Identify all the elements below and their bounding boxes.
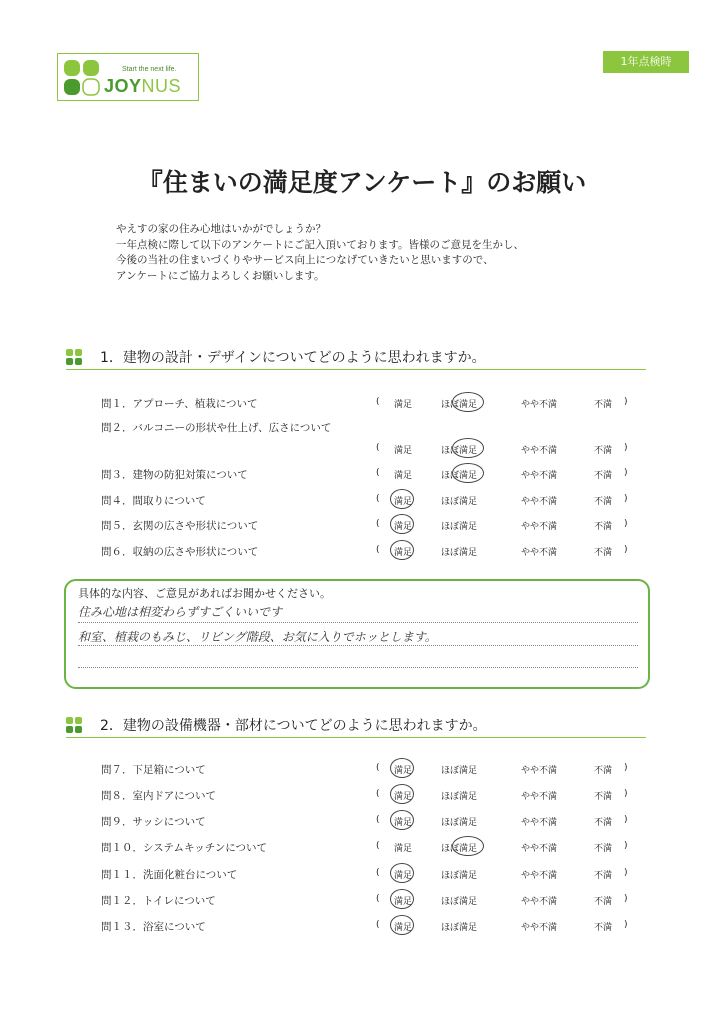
answer-option[interactable]: 不満 <box>594 548 613 558</box>
paren-open: ( <box>376 815 380 825</box>
handwritten-circle-mark <box>390 889 414 909</box>
answer-option[interactable]: 不満 <box>594 818 613 828</box>
question-label: 問８．室内ドアについて <box>101 790 216 802</box>
answer-option[interactable]: ほぼ満足 <box>441 400 478 410</box>
question-label: 問１１．洗面化粧台について <box>101 869 238 881</box>
question-label: 問９．サッシについて <box>101 816 206 828</box>
intro-text <box>116 222 524 284</box>
handwritten-circle-mark <box>390 810 414 830</box>
logo-tagline: Start the next life. <box>122 66 177 73</box>
paren-close: ) <box>624 763 628 773</box>
question-row <box>0 840 724 856</box>
paren-close: ) <box>624 815 628 825</box>
answer-option[interactable]: 満足 <box>394 844 413 854</box>
comment-line-divider <box>78 645 638 646</box>
handwritten-circle-mark <box>452 463 484 483</box>
answer-option[interactable]: やや不満 <box>521 923 558 933</box>
paren-close: ) <box>624 789 628 799</box>
answer-option[interactable]: 満足 <box>394 497 413 507</box>
question-row <box>0 893 724 909</box>
paren-close: ) <box>624 397 628 407</box>
clover-logo-icon <box>64 60 100 96</box>
answer-option[interactable]: やや不満 <box>521 897 558 907</box>
logo-brand-main: JOY <box>104 76 142 96</box>
paren-close: ) <box>624 468 628 478</box>
answer-option[interactable]: 満足 <box>394 400 413 410</box>
paren-close: ) <box>624 443 628 453</box>
answer-option[interactable]: やや不満 <box>521 522 558 532</box>
comment-line-divider <box>78 622 638 623</box>
inspection-badge: 1年点検時 <box>603 51 689 73</box>
paren-open: ( <box>376 519 380 529</box>
question-label: 問２．バルコニーの形状や仕上げ、広さについて <box>101 422 332 434</box>
answer-option[interactable]: ほぼ満足 <box>441 766 478 776</box>
answer-option[interactable]: 満足 <box>394 446 413 456</box>
handwritten-circle-mark <box>390 540 414 560</box>
answer-option[interactable]: ほぼ満足 <box>441 844 478 854</box>
answer-option[interactable]: 不満 <box>594 844 613 854</box>
paren-open: ( <box>376 868 380 878</box>
answer-option[interactable]: やや不満 <box>521 497 558 507</box>
question-label: 問１３．浴室について <box>101 921 206 933</box>
answer-option[interactable]: ほぼ満足 <box>441 818 478 828</box>
handwritten-circle-mark <box>390 489 414 509</box>
logo-brand-sub: NUS <box>141 76 182 96</box>
answer-option[interactable]: やや不満 <box>521 471 558 481</box>
question-row <box>0 420 724 436</box>
answer-option[interactable]: ほぼ満足 <box>441 871 478 881</box>
handwritten-circle-mark <box>452 438 484 458</box>
answer-option[interactable]: ほぼ満足 <box>441 497 478 507</box>
answer-option[interactable]: 不満 <box>594 792 613 802</box>
answer-option[interactable]: 不満 <box>594 446 613 456</box>
comment-box <box>64 579 650 689</box>
handwritten-circle-mark <box>390 863 414 883</box>
answer-option[interactable]: 不満 <box>594 522 613 532</box>
question-label: 問３．建物の防犯対策について <box>101 469 248 481</box>
answer-option[interactable]: 不満 <box>594 400 613 410</box>
page-title: 『住まいの満足度アンケート』のお願い <box>137 168 587 197</box>
paren-open: ( <box>376 494 380 504</box>
answer-option[interactable]: 満足 <box>394 522 413 532</box>
answer-option[interactable]: 不満 <box>594 923 613 933</box>
company-logo <box>57 53 199 101</box>
answer-option[interactable]: 満足 <box>394 923 413 933</box>
paren-open: ( <box>376 894 380 904</box>
answer-option[interactable]: 不満 <box>594 497 613 507</box>
answer-option[interactable]: 不満 <box>594 897 613 907</box>
section-2-title: 2．建物の設備機器・部材についてどのように思われますか。 <box>100 718 487 734</box>
paren-close: ) <box>624 841 628 851</box>
answer-option[interactable]: ほぼ満足 <box>441 792 478 802</box>
answer-option[interactable]: ほぼ満足 <box>441 897 478 907</box>
answer-option[interactable]: ほぼ満足 <box>441 446 478 456</box>
answer-option[interactable]: やや不満 <box>521 446 558 456</box>
answer-option[interactable]: ほぼ満足 <box>441 471 478 481</box>
question-label: 問６．収納の広さや形状について <box>101 546 259 558</box>
logo-brand <box>104 76 181 97</box>
handwritten-circle-mark <box>452 836 484 856</box>
intro-line: 一年点検に際して以下のアンケートにご記入頂いております。皆様のご意見を生かし、 <box>116 238 525 251</box>
paren-open: ( <box>376 920 380 930</box>
answer-option[interactable]: やや不満 <box>521 818 558 828</box>
paren-open: ( <box>376 763 380 773</box>
answer-option[interactable]: ほぼ満足 <box>441 522 478 532</box>
answer-option[interactable]: 満足 <box>394 766 413 776</box>
handwritten-circle-mark <box>390 758 414 778</box>
answer-option[interactable]: やや不満 <box>521 871 558 881</box>
paren-open: ( <box>376 789 380 799</box>
answer-option[interactable]: ほぼ満足 <box>441 923 478 933</box>
handwritten-circle-mark <box>452 392 484 412</box>
comment-line-divider <box>78 667 638 668</box>
answer-option[interactable]: 満足 <box>394 897 413 907</box>
question-label: 問１２．トイレについて <box>101 895 216 907</box>
question-row <box>0 467 724 483</box>
paren-open: ( <box>376 841 380 851</box>
question-label: 問１．アプローチ、植栽について <box>101 398 258 410</box>
answer-option[interactable]: 不満 <box>594 766 613 776</box>
clover-bullet-icon <box>66 717 82 733</box>
answer-option[interactable]: 不満 <box>594 471 613 481</box>
question-label: 問５．玄関の広さや形状について <box>101 520 259 532</box>
question-row <box>0 762 724 778</box>
paren-open: ( <box>376 545 380 555</box>
question-row <box>0 396 724 412</box>
handwritten-comment: 住み心地は相変わらずすごくいいです <box>78 605 283 619</box>
handwritten-comment: 和室、植栽のもみじ、リビング階段、お気に入りでホッとします。 <box>78 630 437 644</box>
answer-option[interactable]: 満足 <box>394 871 413 881</box>
question-label: 問７．下足箱について <box>101 764 206 776</box>
paren-close: ) <box>624 519 628 529</box>
paren-open: ( <box>376 443 380 453</box>
clover-bullet-icon <box>66 349 82 365</box>
answer-option[interactable]: 満足 <box>394 548 413 558</box>
handwritten-circle-mark <box>390 514 414 534</box>
answer-option[interactable]: ほぼ満足 <box>441 548 478 558</box>
intro-line: アンケートにご協力よろしくお願いします。 <box>116 269 325 282</box>
question-row <box>0 814 724 830</box>
paren-open: ( <box>376 468 380 478</box>
answer-option[interactable]: やや不満 <box>521 844 558 854</box>
paren-close: ) <box>624 920 628 930</box>
answer-option[interactable]: 満足 <box>394 818 413 828</box>
answer-option[interactable]: 満足 <box>394 792 413 802</box>
handwritten-circle-mark <box>390 784 414 804</box>
section-1-header <box>66 347 646 370</box>
answer-option[interactable]: 満足 <box>394 471 413 481</box>
answer-option[interactable]: やや不満 <box>521 792 558 802</box>
answer-row <box>0 442 724 458</box>
question-row <box>0 518 724 534</box>
question-row <box>0 544 724 560</box>
question-row <box>0 788 724 804</box>
paren-close: ) <box>624 868 628 878</box>
question-label: 問４．間取りについて <box>101 495 206 507</box>
handwritten-circle-mark <box>390 915 414 935</box>
question-row <box>0 493 724 509</box>
question-row <box>0 919 724 935</box>
paren-close: ) <box>624 894 628 904</box>
intro-line: やえすの家の住み心地はいかがでしょうか？ <box>116 223 326 235</box>
paren-open: ( <box>376 397 380 407</box>
intro-line: 今後の当社の住まいづくりやサービス向上につなげていきたいと思いますので、 <box>116 254 494 266</box>
answer-option[interactable]: 不満 <box>594 871 613 881</box>
section-2-header <box>66 715 646 738</box>
comment-prompt: 具体的な内容、ご意見があればお聞かせください。 <box>78 587 331 600</box>
question-row <box>0 867 724 883</box>
paren-close: ) <box>624 545 628 555</box>
question-label: 問１０．システムキッチンについて <box>101 842 268 854</box>
answer-option[interactable]: やや不満 <box>521 548 558 558</box>
section-1-title: 1．建物の設計・デザインについてどのように思われますか。 <box>100 350 486 366</box>
answer-option[interactable]: やや不満 <box>521 766 558 776</box>
answer-option[interactable]: やや不満 <box>521 400 558 410</box>
paren-close: ) <box>624 494 628 504</box>
